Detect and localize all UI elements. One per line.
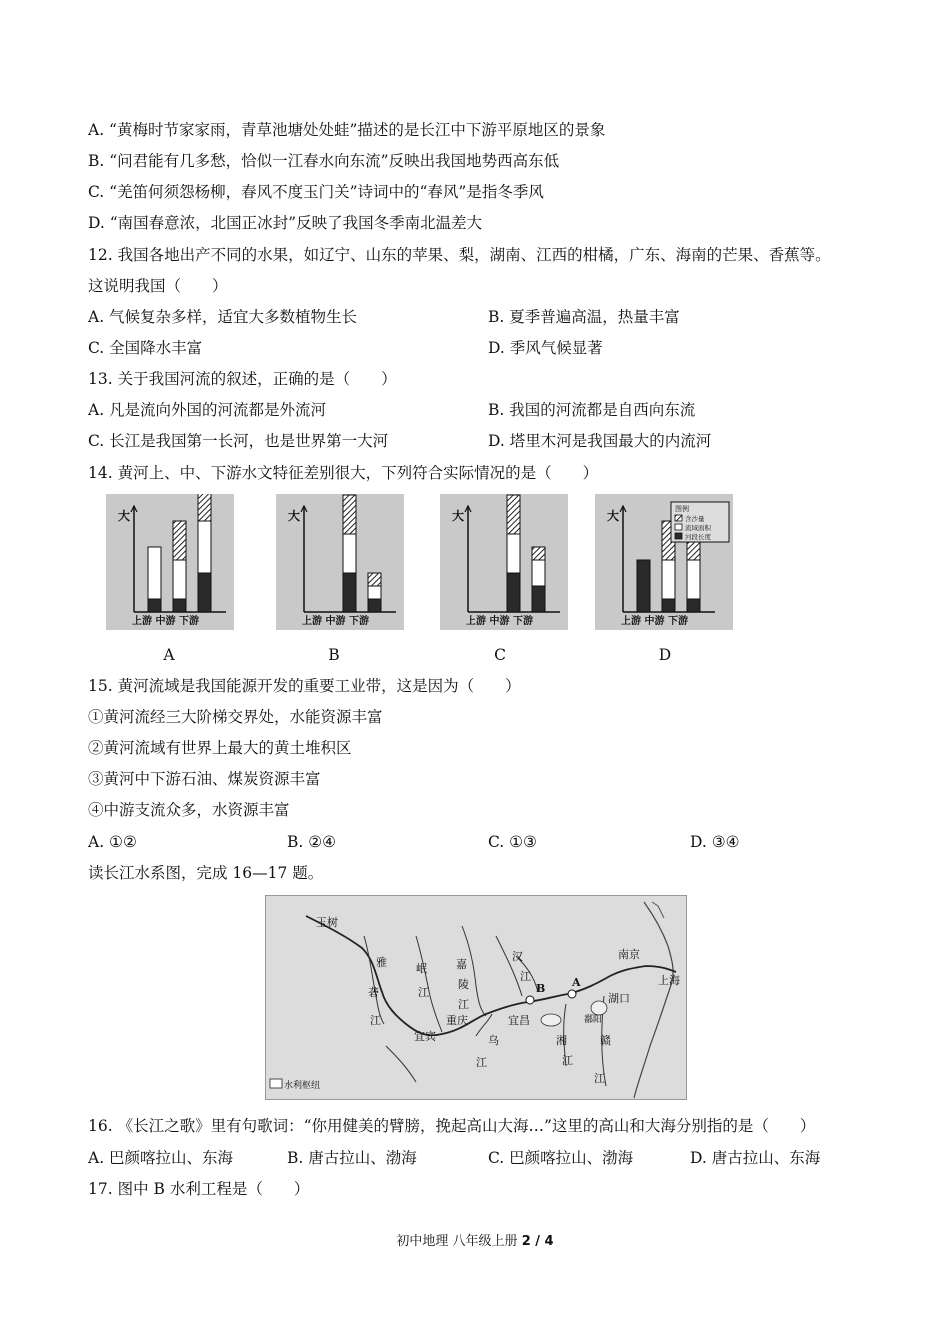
bar-中游-流域面积 [173,560,186,599]
map-label-jiang-3: 江 [458,998,469,1011]
map-label-jiang-6: 江 [562,1054,573,1067]
map-label-nanjing: 南京 [618,948,640,961]
q13-option-c: C. 长江是我国第一长河，也是世界第一大河 [88,432,389,450]
map-label-jiang-2: 江 [418,986,429,999]
bar-下游-含沙量 [368,573,381,586]
legend-item: 流域面积 [685,524,711,532]
chart-label-b: B [328,646,340,664]
map-intro: 读长江水系图，完成 16—17 题。 [88,864,324,882]
bar-下游-流域面积 [532,560,545,586]
chart-c [440,494,568,630]
map-label-jiang-5: 江 [520,970,531,983]
x-axis-label: 上游 中游 下游 [132,616,199,627]
bar-中游-含沙量 [173,521,186,560]
x-axis-label: 上游 中游 下游 [621,616,688,627]
q13-option-d: D. 塔里木河是我国最大的内流河 [488,432,712,450]
q12-option-b: B. 夏季普遍高温，热量丰富 [488,308,680,326]
map-label-wu: 乌 [488,1034,499,1047]
legend-item: 河段长度 [685,533,711,541]
map-label-long: 砻 [368,986,379,999]
bar-上游-流域面积 [148,547,161,599]
bar-中游-流域面积 [343,534,356,573]
chart-d [595,494,733,630]
yangtze-map [265,895,687,1100]
map-label-chongqing: 重庆 [446,1014,468,1027]
chart-label-c: C [494,646,506,664]
map-label-jiang-4: 江 [476,1056,487,1069]
q15-stem: 15. 黄河流域是我国能源开发的重要工业带，这是因为（ ） [88,677,521,695]
legend-swatch [675,524,682,530]
bar-中游-河段长度 [343,573,356,612]
q16-option-d: D. 唐古拉山、东海 [690,1149,821,1167]
bar-下游-河段长度 [198,573,211,612]
x-axis-label: 上游 中游 下游 [466,616,533,627]
map-label-b: B [536,982,546,995]
q16-option-b: B. 唐古拉山、渤海 [287,1149,417,1167]
bar-中游-流域面积 [507,534,520,573]
y-axis-label: 大 [452,509,465,523]
q11-option-a: A. “黄梅时节家家雨，青草池塘处处蛙”描述的是长江中下游平原地区的景象 [88,121,606,139]
map-label-ya: 雅 [376,956,387,969]
q11-option-b: B. “问君能有几多愁，恰似一江春水向东流”反映出我国地势西高东低 [88,152,560,170]
q11-option-d: D. “南国春意浓，北国正冰封”反映了我国冬季南北温差大 [88,214,483,232]
map-label-yushu: 玉树 [316,916,338,929]
map-label-min: 岷 [416,962,427,975]
q15-statement-1: ①黄河流经三大阶梯交界处，水能资源丰富 [88,708,383,726]
q12-option-d: D. 季风气候显著 [488,339,603,357]
map-label-poyang: 鄱阳 [584,1015,603,1025]
q15-statement-3: ③黄河中下游石油、煤炭资源丰富 [88,770,321,788]
bar-中游-河段长度 [507,573,520,612]
chart-label-a: A [163,646,175,664]
bar-下游-河段长度 [532,586,545,612]
footer-subject: 初中地理 八年级上册 [396,1234,522,1249]
y-axis-label: 大 [288,509,301,523]
bar-上游-河段长度 [148,599,161,612]
map-legend: 水利枢纽 [284,1081,321,1091]
q16-option-a: A. 巴颜喀拉山、东海 [88,1149,234,1167]
bar-中游-含沙量 [343,495,356,534]
map-label-han: 汉 [512,950,523,963]
map-label-ling: 陵 [458,978,469,991]
q12-stem-cont: 这说明我国（ ） [88,277,228,295]
map-label-yibin: 宜宾 [414,1030,436,1043]
map-label-jiang-1: 江 [370,1014,381,1027]
q14-stem: 14. 黄河上、中、下游水文特征差别很大，下列符合实际情况的是（ ） [88,464,599,482]
y-axis-label: 大 [118,509,131,523]
legend-swatch [675,533,682,539]
q15-option-a: A. ①② [88,833,137,851]
page-number: 2 / 4 [521,1234,554,1249]
q13-stem: 13. 关于我国河流的叙述，正确的是（ ） [88,370,397,388]
q16-option-c: C. 巴颜喀拉山、渤海 [488,1149,634,1167]
bar-中游-流域面积 [662,560,675,599]
q15-option-d: D. ③④ [690,833,740,851]
q11-option-c: C. “羌笛何须怨杨柳，春风不度玉门关”诗词中的“春风”是指冬季风 [88,183,544,201]
q13-option-b: B. 我国的河流都是自西向东流 [488,401,696,419]
map-label-hukou: 湖口 [608,992,630,1005]
chart-a [106,494,234,630]
map-label-xiang: 湘 [556,1034,567,1047]
map-label-shanghai: 上海 [658,974,680,987]
chart-b [276,494,404,630]
bar-下游-流域面积 [198,521,211,573]
q17-stem: 17. 图中 B 水利工程是（ ） [88,1180,310,1198]
q12-option-c: C. 全国降水丰富 [88,339,203,357]
q15-option-b: B. ②④ [287,833,337,851]
bar-中游-河段长度 [173,599,186,612]
map-label-jia: 嘉 [456,958,467,971]
bar-下游-含沙量 [198,494,211,521]
chart-label-d: D [658,646,672,664]
map-label-a: A [572,976,581,989]
y-axis-label: 大 [607,509,620,523]
bar-下游-河段长度 [687,599,700,612]
legend-swatch [675,515,682,521]
bar-上游-河段长度 [637,560,650,612]
q15-statement-2: ②黄河流域有世界上最大的黄土堆积区 [88,739,352,757]
bar-下游-流域面积 [687,560,700,599]
bar-中游-河段长度 [662,599,675,612]
x-axis-label: 上游 中游 下游 [302,616,369,627]
chart-legend [671,502,729,542]
bar-下游-流域面积 [368,586,381,599]
legend-title: 图例 [675,505,689,513]
q12-stem: 12. 我国各地出产不同的水果，如辽宁、山东的苹果、梨，湖南、江西的柑橘，广东、海南的芒果、香蕉等。 [88,246,831,264]
q16-stem: 16. 《长江之歌》里有句歌词：“你用健美的臂膀，挽起高山大海…”这里的高山和大海分别指的是（ ） [88,1117,816,1135]
q15-statement-4: ④中游支流众多，水资源丰富 [88,801,290,819]
q13-option-a: A. 凡是流向外国的河流都是外流河 [88,401,327,419]
bar-下游-河段长度 [368,599,381,612]
q15-option-c: C. ①③ [488,833,537,851]
map-label-gan: 赣 [600,1034,611,1047]
legend-item: 含沙量 [685,515,705,523]
map-label-jiang-7: 江 [594,1072,605,1085]
q12-option-a: A. 气候复杂多样，适宜大多数植物生长 [88,308,358,326]
bar-中游-含沙量 [507,495,520,534]
page-footer [0,1230,950,1249]
map-label-yichang: 宜昌 [508,1014,530,1027]
bar-下游-含沙量 [532,547,545,560]
